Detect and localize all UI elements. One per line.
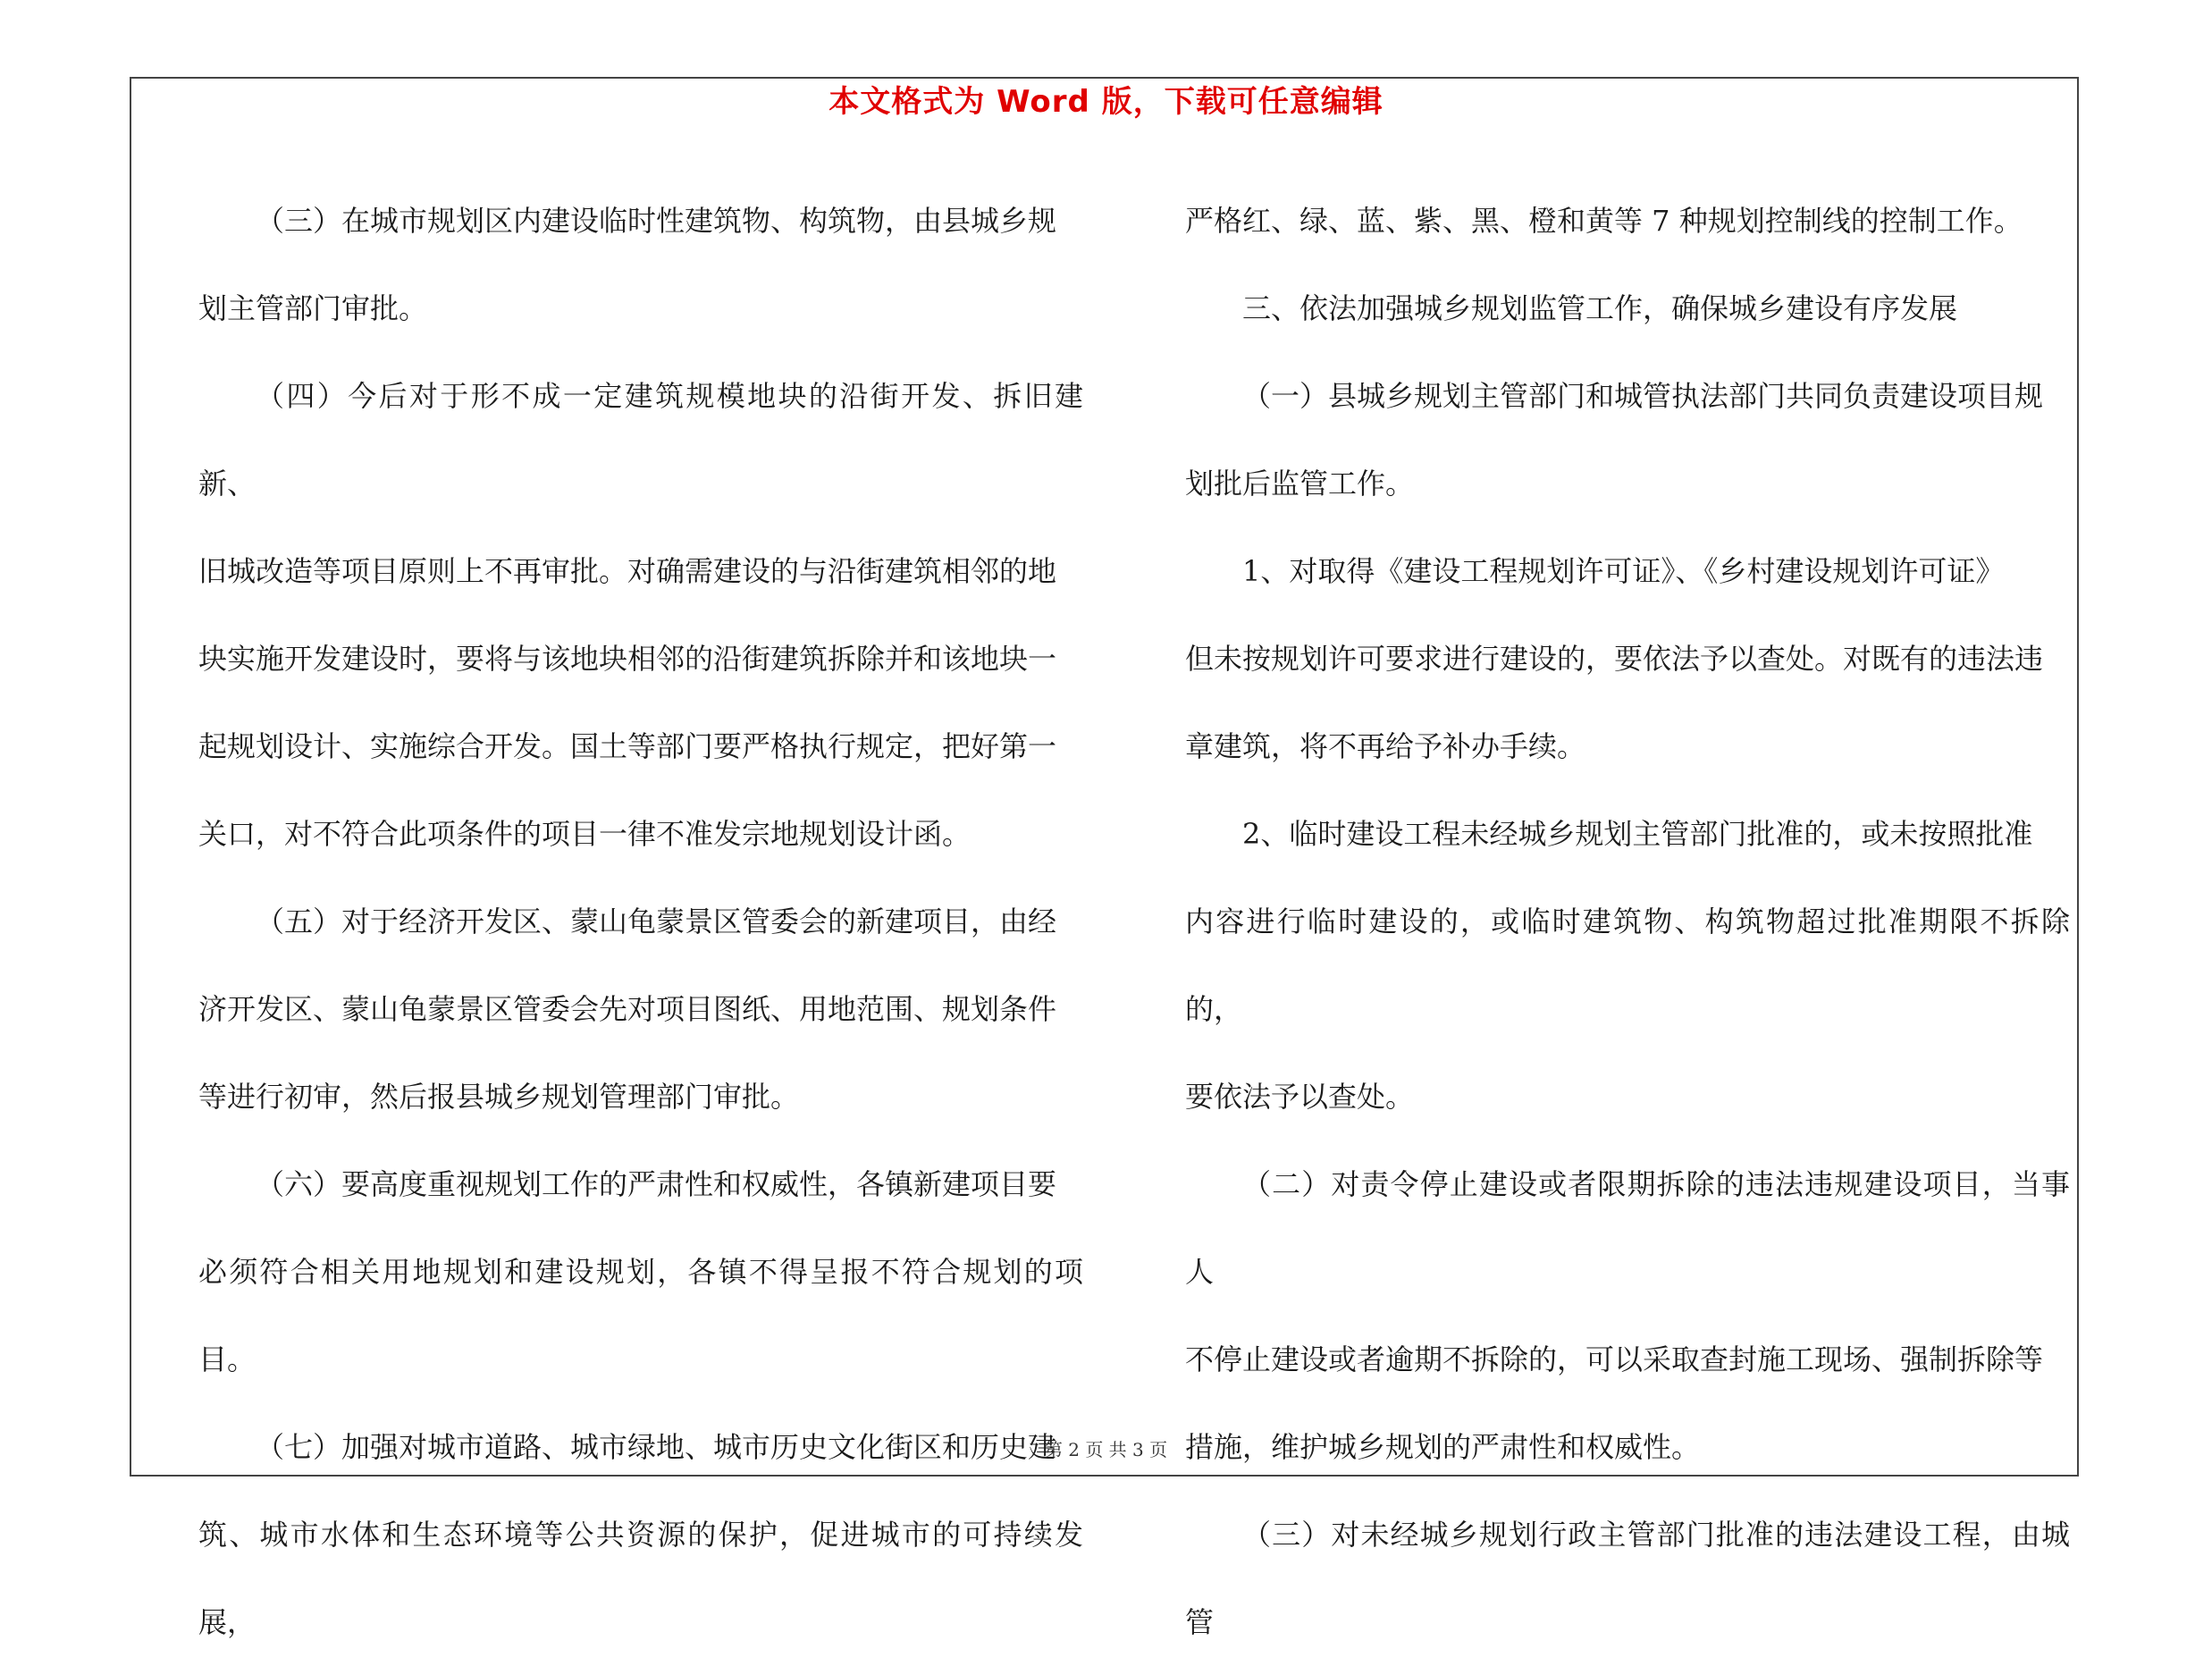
paragraph-line: 划主管部门审批。: [198, 291, 428, 325]
paragraph-line: 要依法予以查处。: [1185, 1080, 1415, 1114]
paragraph-line: （四）今后对于形不成一定建筑规模地块的沿街开发、拆旧建新、: [198, 379, 1083, 501]
paragraph-line: （二）对责令停止建设或者限期拆除的违法违规建设项目，当事人: [1185, 1167, 2070, 1289]
paragraph-line: 划批后监管工作。: [1185, 467, 1415, 501]
paragraph-line: 关口，对不符合此项条件的项目一律不准发宗地规划设计函。: [198, 817, 971, 851]
paragraph-line: （六）要高度重视规划工作的严肃性和权威性，各镇新建项目要: [256, 1167, 1057, 1201]
paragraph-line: （三）对未经城乡规划行政主管部门批准的违法建设工程，由城管: [1185, 1518, 2070, 1639]
paragraph-line: 块实施开发建设时，要将与该地块相邻的沿街建筑拆除并和该地块一: [198, 642, 1057, 676]
paragraph-line: （五）对于经济开发区、蒙山龟蒙景区管委会的新建项目，由经: [256, 905, 1057, 938]
document-banner: 本文格式为 Word 版，下载可任意编辑: [828, 84, 1384, 120]
paragraph-line: 等进行初审，然后报县城乡规划管理部门审批。: [198, 1080, 800, 1114]
page-number: 第 2 页 共 3 页: [1044, 1439, 1168, 1460]
paragraph-line: 1、对取得《建设工程规划许可证》、《乡村建设规划许可证》: [1242, 554, 2005, 588]
paragraph-line: 济开发区、蒙山龟蒙景区管委会先对项目图纸、用地范围、规划条件: [198, 992, 1057, 1026]
paragraph-line: （三）在城市规划区内建设临时性建筑物、构筑物，由县城乡规: [256, 204, 1057, 238]
paragraph-line: 措施，维护城乡规划的严肃性和权威性。: [1185, 1430, 1701, 1464]
paragraph-line: 2、临时建设工程未经城乡规划主管部门批准的，或未按照批准: [1242, 817, 2033, 851]
paragraph-line: 起规划设计、实施综合开发。国土等部门要严格执行规定，把好第一: [198, 729, 1057, 763]
paragraph-line: （一）县城乡规划主管部门和城管执法部门共同负责建设项目规: [1242, 379, 2044, 413]
paragraph-line: 不停止建设或者逾期不拆除的，可以采取查封施工现场、强制拆除等: [1185, 1342, 2044, 1376]
paragraph-line: （七）加强对城市道路、城市绿地、城市历史文化街区和历史建: [256, 1430, 1057, 1464]
section-heading: 三、依法加强城乡规划监管工作，确保城乡建设有序发展: [1242, 291, 1958, 325]
paragraph-line: 旧城改造等项目原则上不再审批。对确需建设的与沿街建筑相邻的地: [198, 554, 1057, 588]
paragraph-line: 必须符合相关用地规划和建设规划，各镇不得呈报不符合规划的项目。: [198, 1255, 1083, 1376]
paragraph-line: 严格红、绿、蓝、紫、黑、橙和黄等 7 种规划控制线的控制工作。: [1185, 204, 2023, 238]
paragraph-line: 筑、城市水体和生态环境等公共资源的保护，促进城市的可持续发展，: [198, 1518, 1083, 1639]
paragraph-line: 章建筑，将不再给予补办手续。: [1185, 729, 1586, 763]
paragraph-line: 内容进行临时建设的，或临时建筑物、构筑物超过批准期限不拆除的，: [1185, 905, 2070, 1026]
paragraph-line: 但未按规划许可要求进行建设的，要依法予以查处。对既有的违法违: [1185, 642, 2044, 676]
